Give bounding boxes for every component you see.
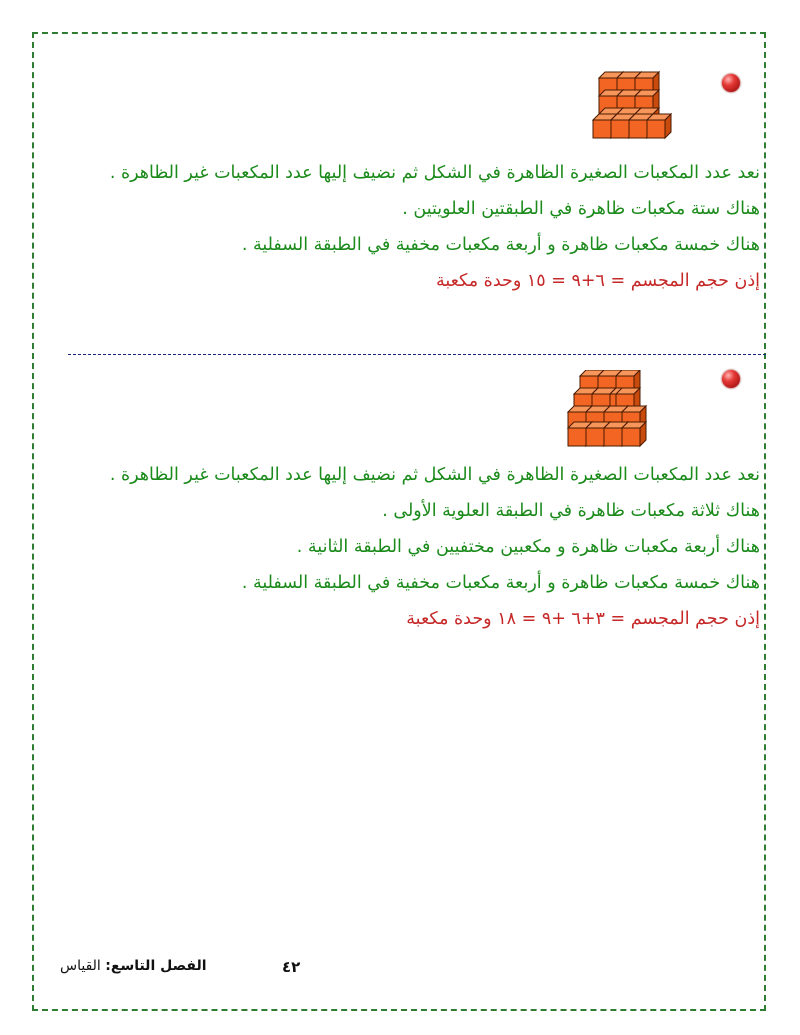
chapter-label: الفصل التاسع: (105, 958, 207, 974)
chapter-subject: القياس (60, 958, 101, 974)
instruction-text: نعد عدد المكعبات الصغيرة الظاهرة في الشكل ثم نضيف إليها عدد المكعبات غير الظاهرة . (109, 163, 760, 183)
page-footer (60, 958, 301, 976)
cube-stack-figure-2 (560, 370, 650, 450)
section-divider (68, 354, 766, 355)
step-text: هناك ستة مكعبات ظاهرة في الطبقتين العلويتين . (402, 199, 760, 219)
cube-stack-figure-1 (585, 68, 675, 148)
result-text: إذن حجم المجسم = ٦+٩ = ١٥ وحدة مكعبة (435, 271, 760, 291)
bullet-ball-icon (722, 74, 740, 92)
page-number: ٤٢ (282, 958, 301, 976)
step-text: هناك أربعة مكعبات ظاهرة و مكعبين مختفيين في الطبقة الثانية . (296, 537, 760, 557)
result-text: إذن حجم المجسم = ٣+٦ +٩ = ١٨ وحدة مكعبة (406, 609, 760, 629)
section-1 (40, 160, 760, 304)
step-text: هناك خمسة مكعبات ظاهرة و أربعة مكعبات مخفية في الطبقة السفلية . (241, 235, 760, 255)
step-text: هناك ثلاثة مكعبات ظاهرة في الطبقة العلوية الأولى . (382, 501, 760, 521)
bullet-ball-icon (722, 370, 740, 388)
section-2 (40, 462, 760, 642)
instruction-text: نعد عدد المكعبات الصغيرة الظاهرة في الشكل ثم نضيف إليها عدد المكعبات غير الظاهرة . (109, 465, 760, 485)
step-text: هناك خمسة مكعبات ظاهرة و أربعة مكعبات مخفية في الطبقة السفلية . (241, 573, 760, 593)
